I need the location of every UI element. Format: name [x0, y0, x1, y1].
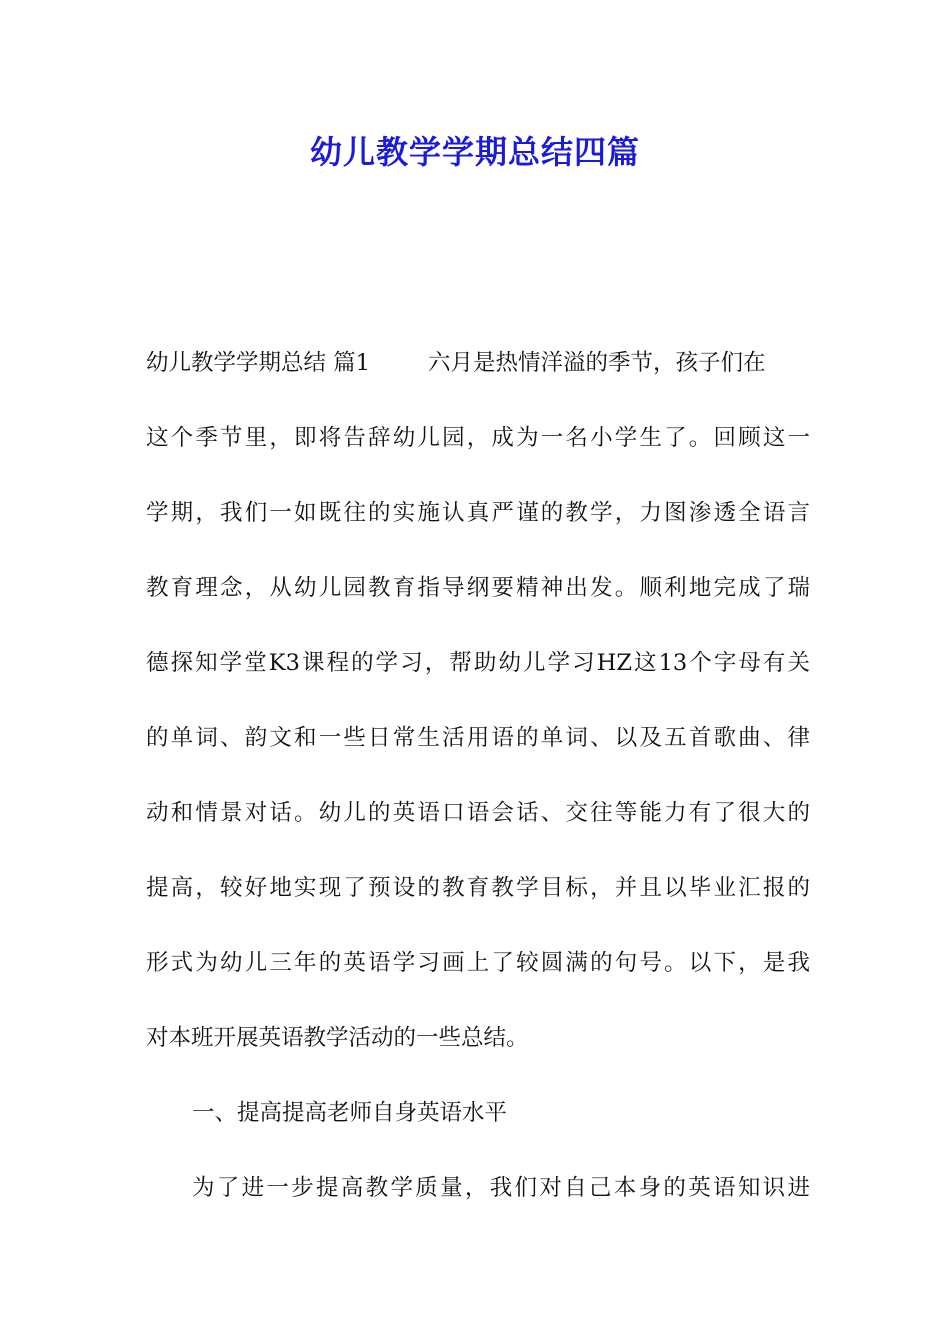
- document-title: 幼儿教学学期总结四篇: [309, 133, 640, 171]
- text-line: 动和情景对话。幼儿的英语口语会话、交往等能力有了很大的: [146, 800, 810, 826]
- text-line: 学期，我们一如既往的实施认真严谨的教学，力图渗透全语言: [146, 500, 810, 526]
- text-line: 形式为幼儿三年的英语学习画上了较圆满的句号。以下，是我: [146, 950, 810, 976]
- paragraph-opening: 六月是热情洋溢的季节，孩子们在: [427, 350, 766, 376]
- text-line: 的单词、韵文和一些日常生活用语的单词、以及五首歌曲、律: [146, 725, 810, 751]
- section-heading: 一、提高提高老师自身英语水平: [192, 1100, 508, 1126]
- text-line: [146, 326, 810, 401]
- text-line: 教育理念，从幼儿园教育指导纲要精神出发。顺利地完成了瑞: [146, 575, 810, 601]
- text-line: 对本班开展英语教学活动的一些总结。: [146, 1025, 529, 1051]
- document-body: [146, 326, 810, 1226]
- section-label: 幼儿教学学期总结 篇1: [146, 350, 370, 376]
- text-line: 德探知学堂K3课程的学习，帮助幼儿学习HZ这13个字母有关: [146, 650, 810, 676]
- text-line: 提高，较好地实现了预设的教育教学目标，并且以毕业汇报的: [146, 875, 810, 901]
- text-line: 这个季节里，即将告辞幼儿园，成为一名小学生了。回顾这一: [146, 425, 810, 451]
- text-line: 为了进一步提高教学质量，我们对自己本身的英语知识进: [192, 1175, 810, 1201]
